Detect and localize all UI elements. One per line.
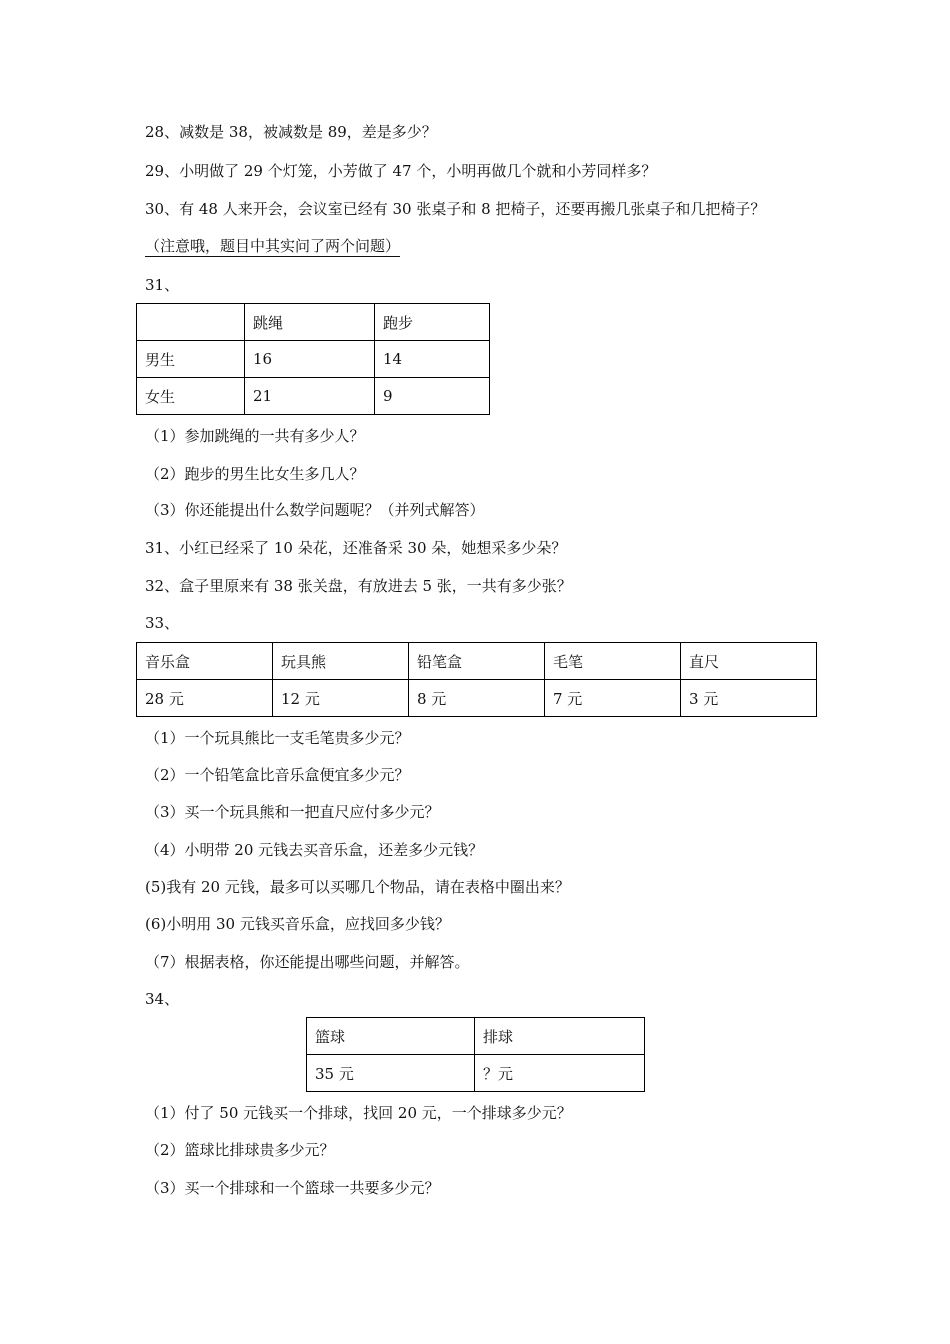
table-cell	[137, 304, 245, 341]
question-33-sub-2: （2）一个铅笔盒比音乐盒便宜多少元？	[145, 766, 410, 784]
question-33-sub-4: （4）小明带 20 元钱去买音乐盒，还差多少元钱？	[145, 841, 484, 859]
table-cell: 21	[245, 378, 375, 415]
question-28: 28、减数是 38，被减数是 89，差是多少？	[145, 123, 437, 141]
table-cell: 排球	[475, 1018, 645, 1055]
table-cell: ？元	[475, 1055, 645, 1092]
question-34-label: 34、	[145, 990, 180, 1008]
table-cell: 女生	[137, 378, 245, 415]
question-31a-label: 31、	[145, 276, 180, 294]
table-cell: 男生	[137, 341, 245, 378]
question-34-sub-2: （2）篮球比排球贵多少元？	[145, 1141, 335, 1159]
table-cell: 直尺	[681, 643, 817, 680]
question-31a-sub-1: （1）参加跳绳的一共有多少人？	[145, 427, 365, 445]
question-32: 32、盒子里原来有 38 张关盘，有放进去 5 张，一共有多少张？	[145, 577, 572, 595]
table-row	[307, 1055, 645, 1092]
table-row	[137, 643, 817, 680]
question-31b: 31、小红已经采了 10 朵花，还准备采 30 朵，她想采多少朵？	[145, 539, 567, 557]
table-cell: 9	[375, 378, 490, 415]
table-row	[307, 1018, 645, 1055]
question-31a-sub-3: （3）你还能提出什么数学问题呢？（并列式解答）	[145, 501, 485, 519]
table-cell: 音乐盒	[137, 643, 273, 680]
question-33-sub-3: （3）买一个玩具熊和一把直尺应付多少元？	[145, 803, 440, 821]
table-cell: 跳绳	[245, 304, 375, 341]
table-34	[306, 1017, 645, 1092]
question-30-note: （注意哦，题目中其实问了两个问题）	[145, 237, 401, 255]
question-33-sub-6: (6)小明用 30 元钱买音乐盒，应找回多少钱？	[145, 915, 450, 933]
question-33-sub-5: (5)我有 20 元钱，最多可以买哪几个物品，请在表格中圈出来？	[145, 878, 570, 896]
table-row	[137, 341, 490, 378]
table-31	[136, 303, 490, 415]
question-33-sub-1: （1）一个玩具熊比一支毛笔贵多少元？	[145, 729, 410, 747]
table-row	[137, 304, 490, 341]
question-30: 30、有 48 人来开会，会议室已经有 30 张桌子和 8 把椅子，还要再搬几张桌子和几把椅子？	[145, 200, 766, 218]
question-34-sub-1: （1）付了 50 元钱买一个排球，找回 20 元，一个排球多少元？	[145, 1104, 572, 1122]
table-cell: 篮球	[307, 1018, 475, 1055]
table-cell: 7 元	[545, 680, 681, 717]
table-cell: 28 元	[137, 680, 273, 717]
table-cell: 14	[375, 341, 490, 378]
question-31a-sub-2: （2）跑步的男生比女生多几人？	[145, 465, 365, 483]
table-cell: 3 元	[681, 680, 817, 717]
question-34-sub-3: （3）买一个排球和一个篮球一共要多少元？	[145, 1179, 440, 1197]
table-cell: 35 元	[307, 1055, 475, 1092]
table-row	[137, 680, 817, 717]
table-cell: 毛笔	[545, 643, 681, 680]
table-row	[137, 378, 490, 415]
table-cell: 8 元	[409, 680, 545, 717]
question-29: 29、小明做了 29 个灯笼，小芳做了 47 个，小明再做几个就和小芳同样多？	[145, 162, 657, 180]
table-cell: 12 元	[273, 680, 409, 717]
question-33-label: 33、	[145, 614, 180, 632]
table-cell: 跑步	[375, 304, 490, 341]
question-33-sub-7: （7）根据表格，你还能提出哪些问题，并解答。	[145, 953, 470, 971]
table-33	[136, 642, 817, 717]
table-cell: 玩具熊	[273, 643, 409, 680]
table-cell: 铅笔盒	[409, 643, 545, 680]
table-cell: 16	[245, 341, 375, 378]
